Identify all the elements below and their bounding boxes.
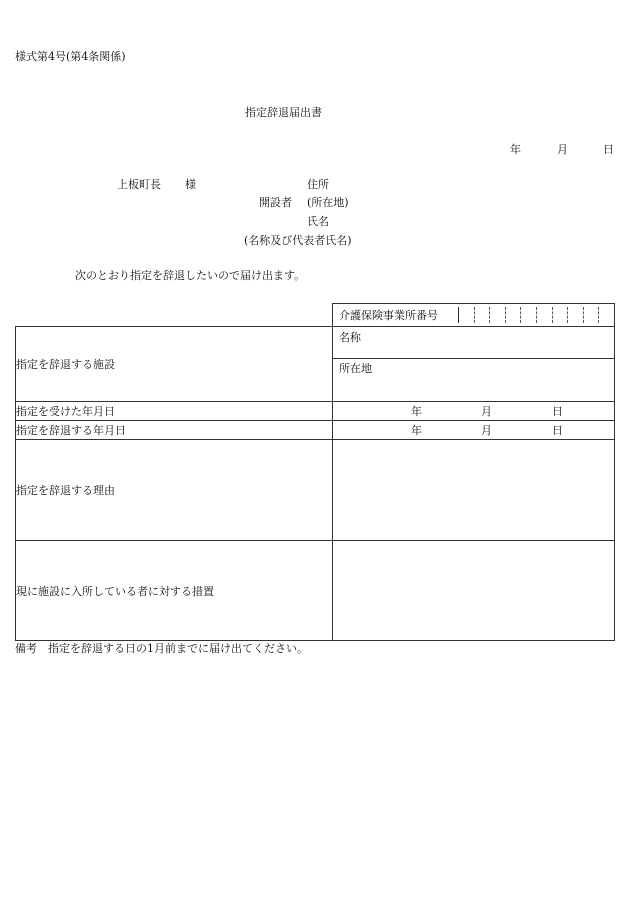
office-number-digit[interactable] <box>599 307 614 323</box>
office-number-field[interactable] <box>333 304 615 327</box>
office-number-digit[interactable] <box>506 307 522 323</box>
office-number-digit[interactable] <box>459 307 475 323</box>
addressee-honorific: 様 <box>185 178 196 191</box>
date-day-label: 日 <box>603 143 614 156</box>
applicant-location-label: (所在地) <box>307 196 349 209</box>
office-number-digit[interactable] <box>537 307 553 323</box>
intro-text: 次のとおり指定を辞退したいので届け出ます。 <box>75 269 306 282</box>
addressee-name: 上板町長 <box>117 178 161 191</box>
office-number-digit[interactable] <box>490 307 506 323</box>
office-number-digit[interactable] <box>568 307 584 323</box>
facility-label: 指定を辞退する施設 <box>16 327 333 402</box>
facility-address-field[interactable] <box>333 359 615 402</box>
office-number-digit[interactable] <box>521 307 537 323</box>
office-number-digit[interactable] <box>475 307 491 323</box>
applicant-address-label: 住所 <box>307 178 329 191</box>
designated-date-label: 指定を受けた年月日 <box>16 402 333 421</box>
designated-date-field[interactable] <box>333 402 615 421</box>
withdrawal-form-table <box>15 303 615 641</box>
withdraw-year: 年 <box>411 424 422 437</box>
withdraw-day: 日 <box>552 424 563 437</box>
withdraw-date-field[interactable] <box>333 421 615 440</box>
blank-cell <box>16 304 333 327</box>
date-month-label: 月 <box>557 143 568 156</box>
page-title: 指定辞退届出書 <box>245 106 322 119</box>
reason-label: 指定を辞退する理由 <box>16 440 333 541</box>
reason-field[interactable] <box>333 440 615 541</box>
applicant-role-label: 開設者 <box>259 196 292 209</box>
measures-field[interactable] <box>333 541 615 641</box>
designated-month: 月 <box>481 405 492 418</box>
applicant-name-label: 氏名 <box>307 215 329 228</box>
office-number-digit[interactable] <box>584 307 600 323</box>
note-text: 備考 指定を辞退する日の1月前までに届け出てください。 <box>15 642 308 655</box>
withdraw-date-label: 指定を辞退する年月日 <box>16 421 333 440</box>
office-number-digit[interactable] <box>553 307 569 323</box>
withdraw-month: 月 <box>481 424 492 437</box>
facility-name-field[interactable] <box>333 327 615 359</box>
designated-year: 年 <box>411 405 422 418</box>
office-number-label: 介護保険事業所番号 <box>333 307 459 323</box>
measures-label: 現に施設に入所している者に対する措置 <box>16 541 333 641</box>
date-year-label: 年 <box>510 143 521 156</box>
facility-name-label: 名称 <box>339 331 361 344</box>
applicant-corp-label: (名称及び代表者氏名) <box>244 234 352 247</box>
facility-address-label: 所在地 <box>339 362 372 375</box>
designated-day: 日 <box>552 405 563 418</box>
form-number: 様式第4号(第4条関係) <box>15 50 126 63</box>
